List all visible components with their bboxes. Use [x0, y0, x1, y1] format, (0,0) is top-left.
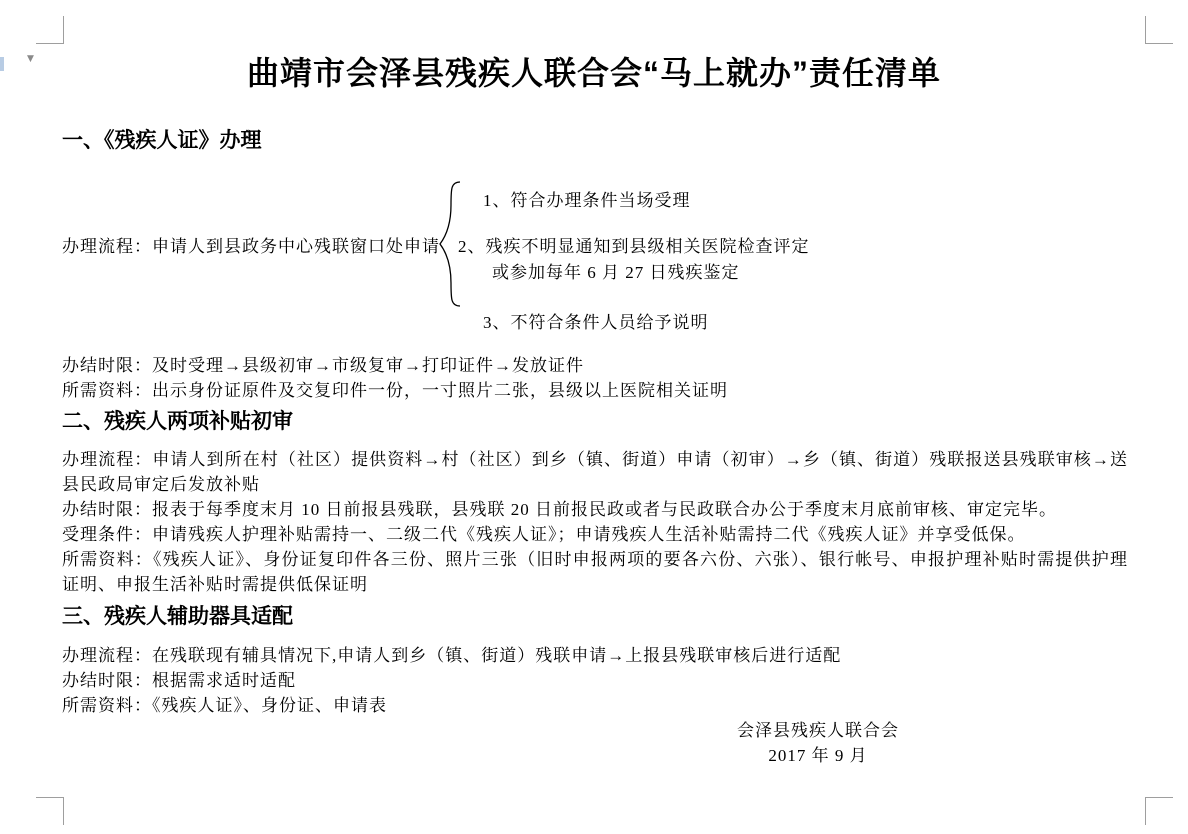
- section-3-materials: 所需资料：《残疾人证》、身份证、申请表: [62, 696, 387, 715]
- page-title: 曲靖市会泽县残疾人联合会“马上就办”责任清单: [246, 55, 941, 91]
- page-corner-mark-top-right: [1145, 16, 1173, 44]
- section-3-deadline: 办结时限：根据需求适时适配: [62, 671, 296, 690]
- section-3-flow: 办理流程：在残联现有辅具情况下,申请人到乡（镇、街道）残联申请→上报县残联审核后进行适配: [62, 646, 842, 665]
- page-corner-mark-bottom-left: [36, 797, 64, 825]
- section-2-flow: 办理流程：申请人到所在村（社区）提供资料→村（社区）到乡（镇、街道）申请（初审）→乡（镇、街道）残联报送县残联审核→送县民政局审定后发放补贴: [62, 450, 1128, 494]
- section-1-flow-intro: 办理流程：申请人到县政务中心残联窗口处申请: [62, 237, 440, 256]
- section-2-deadline: 办结时限：报表于每季度末月 10 日前报县残联，县残联 20 日前报民政或者与民政联合办公于季度末月底前审核、审定完毕。: [62, 500, 1057, 519]
- ruler-marker-icon: ▼: [27, 54, 34, 64]
- section-2-heading: 二、残疾人两项补贴初审: [62, 410, 293, 433]
- branch-item-2-line-1: 2、残疾不明显通知到县级相关医院检查评定: [458, 237, 810, 256]
- branch-item-3: 3、不符合条件人员给予说明: [483, 313, 709, 332]
- section-3-heading: 三、残疾人辅助器具适配: [62, 605, 293, 628]
- page-corner-mark-top-left: [36, 16, 64, 44]
- signature-date: 2017 年 9 月: [768, 746, 868, 765]
- section-1-deadline: 办结时限：及时受理→县级初审→市级复审→打印证件→发放证件: [62, 356, 584, 375]
- page-corner-mark-bottom-right: [1145, 797, 1173, 825]
- section-1-heading: 一、《残疾人证》办理: [62, 129, 262, 152]
- section-2-materials: 所需资料：《残疾人证》、身份证复印件各三份、照片三张（旧时申报两项的要各六份、六张）、银行帐号、申报护理补贴时需提供护理证明、申报生活补贴时需提供低保证明: [62, 550, 1128, 594]
- section-1-materials: 所需资料：出示身份证原件及交复印件一份，一寸照片二张，县级以上医院相关证明: [62, 381, 728, 400]
- section-2-conditions: 受理条件：申请残疾人护理补贴需持一、二级二代《残疾人证》；申请残疾人生活补贴需持二代《残疾人证》并享受低保。: [62, 525, 1026, 544]
- branch-item-1: 1、符合办理条件当场受理: [483, 191, 691, 210]
- signature-org: 会泽县残疾人联合会: [737, 721, 899, 740]
- branch-item-2-line-2: 或参加每年 6 月 27 日残疾鉴定: [492, 263, 740, 282]
